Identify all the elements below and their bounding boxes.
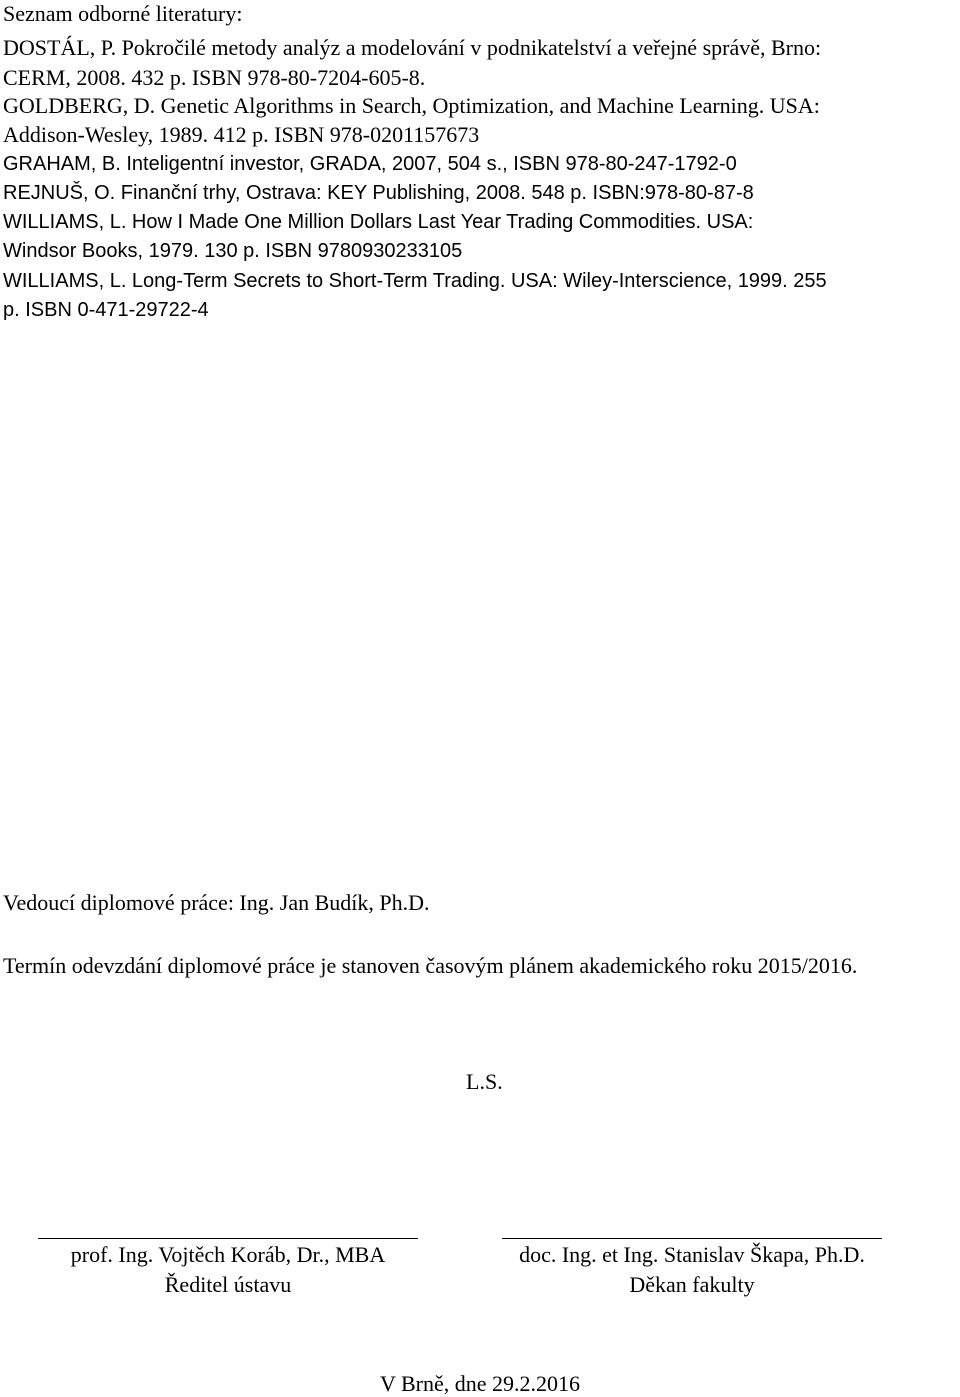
reference-williams-2-line1: WILLIAMS, L. Long-Term Secrets to Short-Term Trading. USA: Wiley-Interscience, 1999. 255 — [3, 270, 827, 292]
reference-williams-2-line2: p. ISBN 0-471-29722-4 — [3, 299, 209, 321]
place-date: V Brně, dne 29.2.2016 — [379, 1371, 581, 1396]
signature-dean-role: Děkan fakulty — [629, 1272, 755, 1297]
signature-line-director — [38, 1238, 418, 1239]
supervisor-text: Vedoucí diplomové práce: Ing. Jan Budík, Ph.D. — [3, 890, 430, 915]
reference-goldberg-line1: GOLDBERG, D. Genetic Algorithms in Search, Optimization, and Machine Learning. USA: — [3, 93, 820, 118]
reference-williams-1-line2: Windsor Books, 1979. 130 p. ISBN 9780930233105 — [3, 240, 463, 262]
literature-heading: Seznam odborné literatury: — [3, 1, 243, 26]
reference-rejnus: REJNUŠ, O. Finanční trhy, Ostrava: KEY Publishing, 2008. 548 p. ISBN:978-80-87-8 — [3, 182, 754, 204]
reference-dostal-line1: DOSTÁL, P. Pokročilé metody analýz a modelování v podnikatelství a veřejné správě, Brno: — [3, 35, 822, 60]
reference-dostal-line2: CERM, 2008. 432 p. ISBN 978-80-7204-605-8. — [3, 65, 426, 90]
signature-dean-name: doc. Ing. et Ing. Stanislav Škapa, Ph.D. — [519, 1242, 865, 1267]
signature-director-role: Ředitel ústavu — [164, 1272, 292, 1297]
reference-goldberg-line2: Addison-Wesley, 1989. 412 p. ISBN 978-0201157673 — [3, 122, 480, 147]
deadline-text: Termín odevzdání diplomové práce je stanoven časovým plánem akademického roku 2015/2016. — [3, 953, 858, 978]
reference-williams-1-line1: WILLIAMS, L. How I Made One Million Dollars Last Year Trading Commodities. USA: — [3, 211, 754, 233]
stamp-mark: L.S. — [466, 1069, 503, 1094]
signature-line-dean — [502, 1238, 882, 1239]
signature-director-name: prof. Ing. Vojtěch Koráb, Dr., MBA — [70, 1242, 386, 1267]
reference-graham: GRAHAM, B. Inteligentní investor, GRADA, 2007, 504 s., ISBN 978-80-247-1792-0 — [3, 153, 737, 175]
